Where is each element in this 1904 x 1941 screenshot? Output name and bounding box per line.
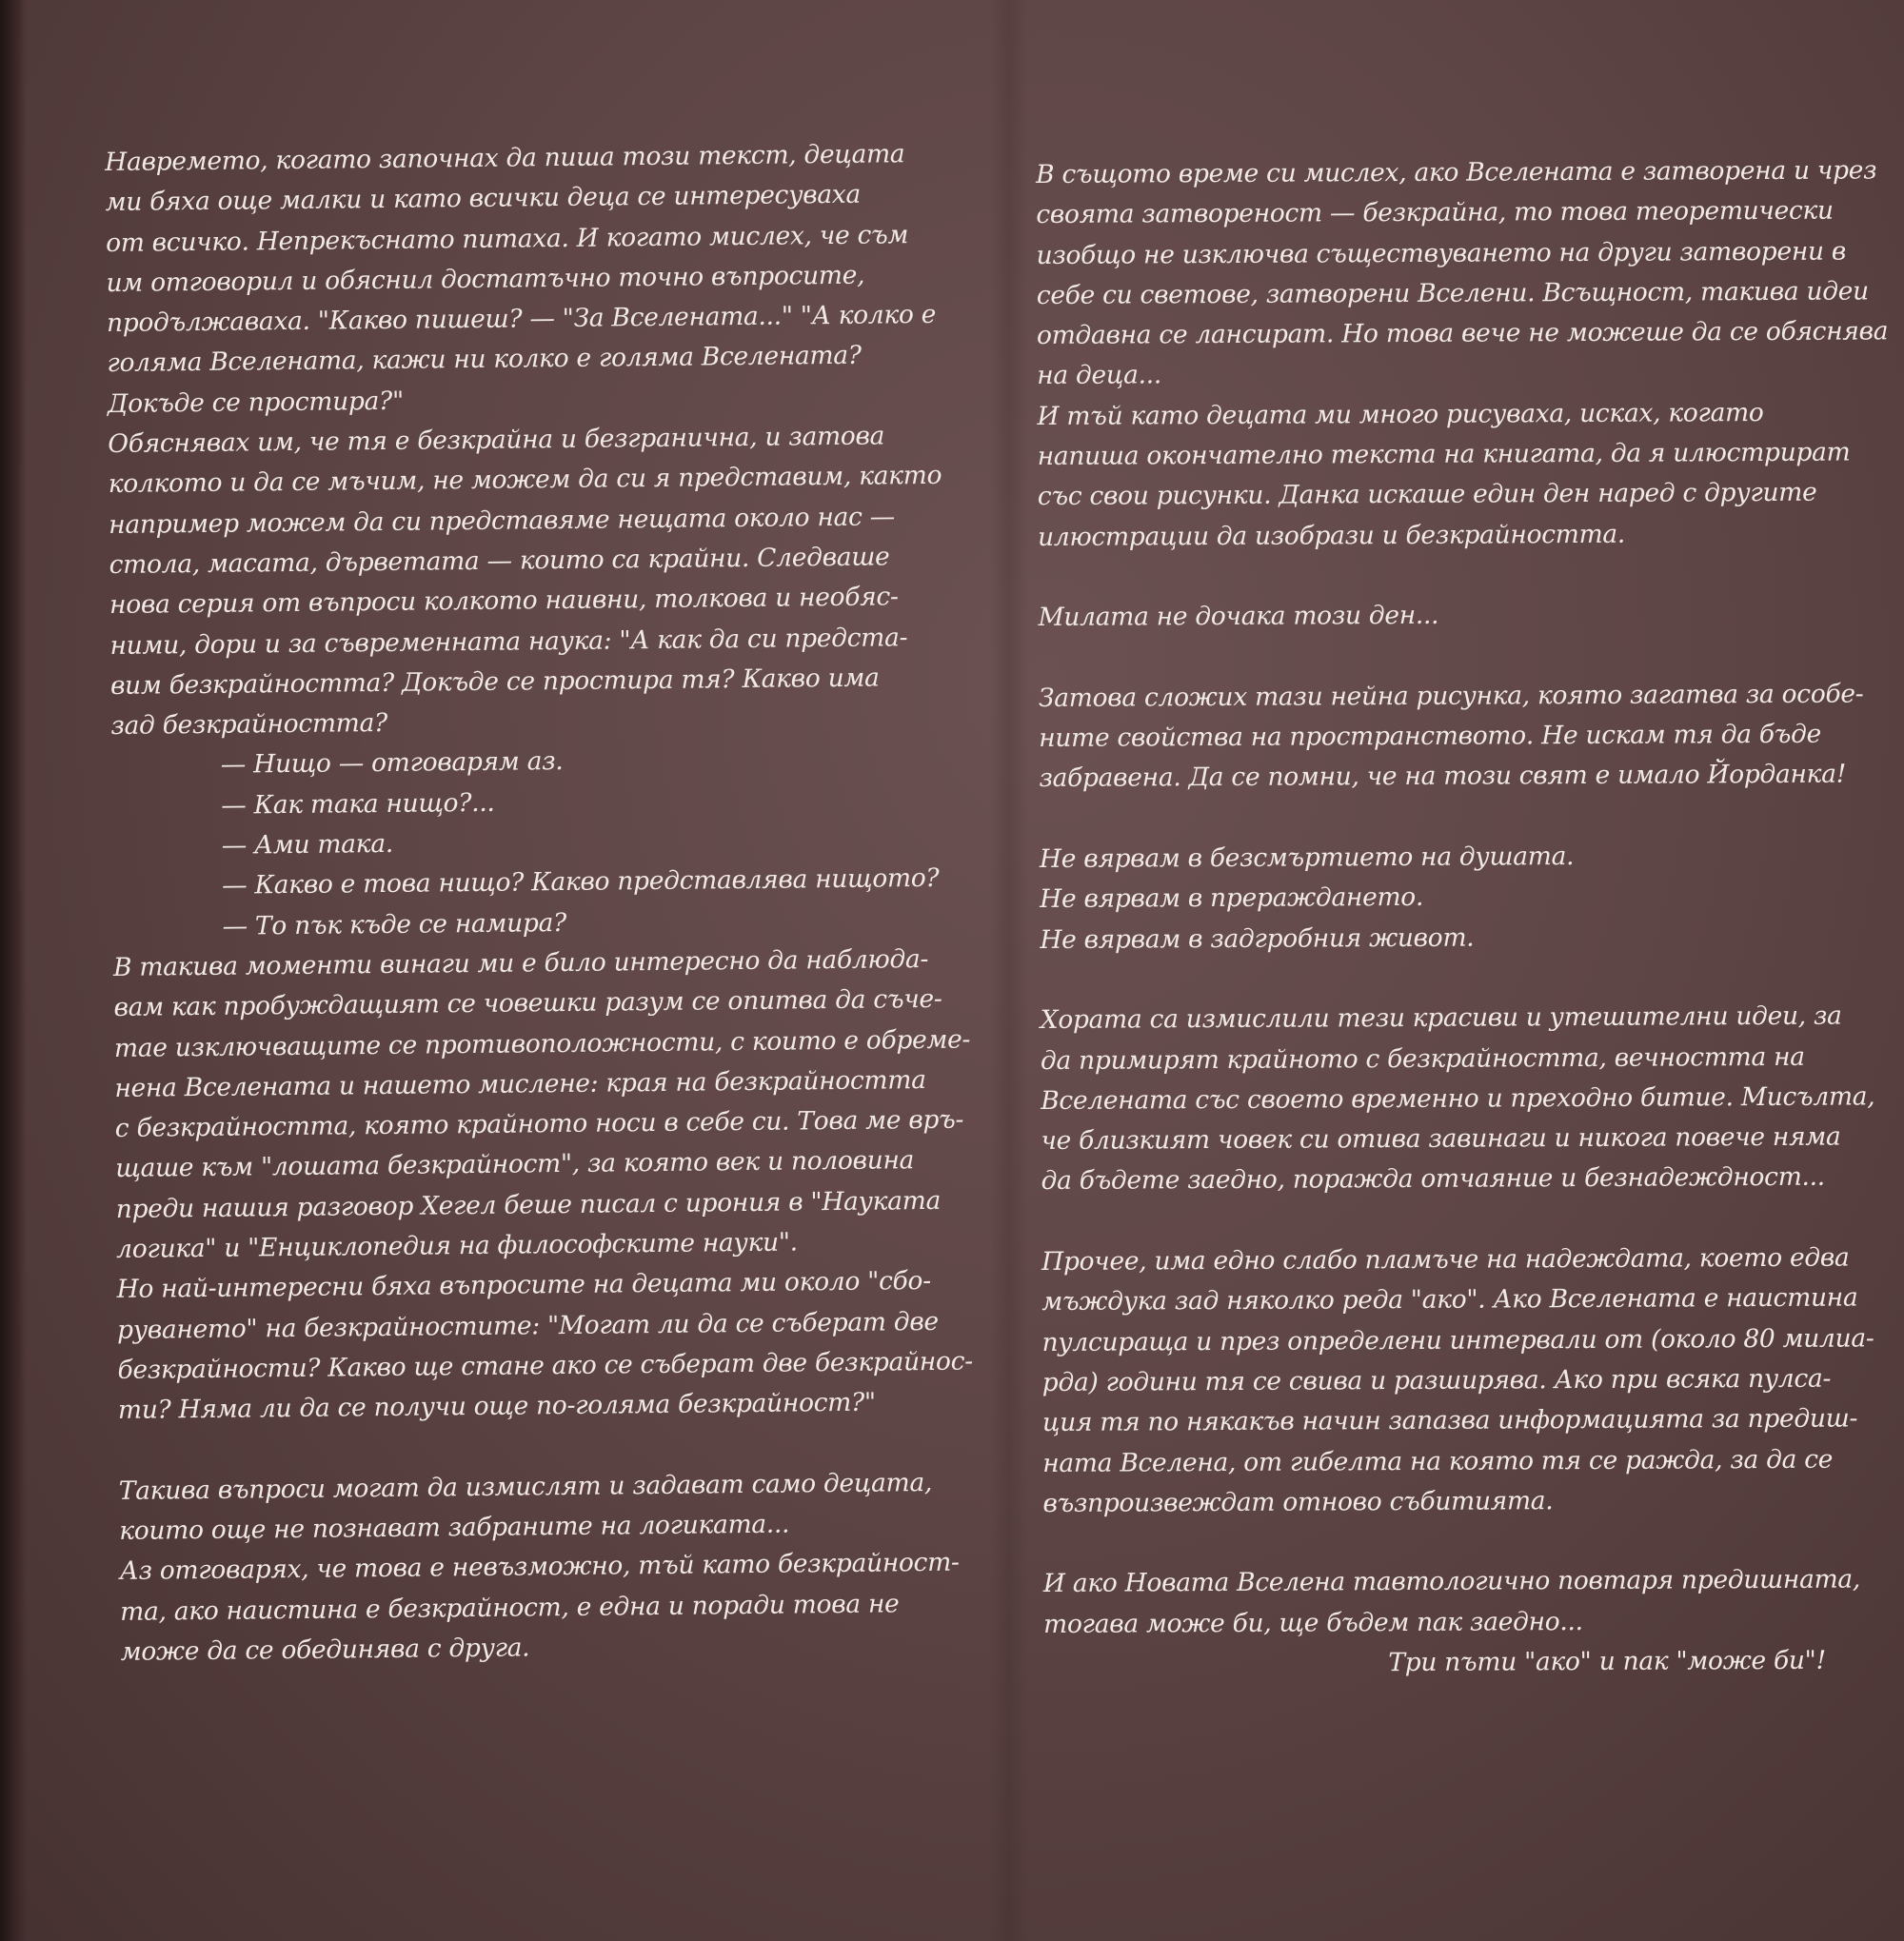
text-line: ти? Няма ли да се получи още по-голяма безкрайност?" [117,1387,876,1426]
text-line: Такива въпроси могат да измислят и задават само децата, [118,1467,933,1506]
text-line: нова серия от въпроси колкото наивни, толкова и необяс- [109,582,899,621]
blank-line [1039,634,1867,679]
text-line: ните свойства на пространството. Не искам тя да бъде [1039,719,1822,754]
dialogue-line: — Ами така. [221,828,394,861]
text-line: напиша окончателно текста на книгата, да я илюстрират [1037,437,1851,472]
right-text-column [1036,150,1889,1685]
text-line: колкото и да се мъчим, не можем да си я представим, както [108,461,942,500]
dialogue-line: — Какво е това нищо? Какво представлява нищото? [222,863,940,901]
text-line: тае изключващите се противоположности, с които е обреме- [113,1024,971,1063]
text-line: вам как пробуждащият се човешки разум се опитва да съчe- [113,984,942,1023]
text-line: Аз отговарях, че това е невъзможно, тъй като безкрайност- [119,1548,960,1587]
text-line: че близкият човек си отива завинаги и никога повече няма [1041,1121,1841,1157]
text-line: И тъй като децата ми много рисуваха, исках, когато [1037,397,1764,431]
text-line: със свои рисунки. Данка искаше един ден наред с другите [1037,478,1817,512]
text-line: забравена. Да се помни, че на този свят е имало Йорданка! [1039,760,1847,794]
text-line: да бъдете заедно, поражда отчаяние и безнадеждност... [1041,1162,1825,1197]
text-line: им отговорил и обяснил достатъчно точно въпросите, [106,260,865,298]
blank-line [1043,1520,1872,1565]
text-line: възпроизвеждат отново събитията. [1042,1485,1554,1518]
text-line: стола, масата, дърветата — които са крайни. Следваше [109,542,890,580]
text-line: продължаваха. "Какво пишеш? — "За Вселената..." "А колко е [106,300,937,339]
text-line: ми бяха още малки и като всички деца се интересуваха [105,179,862,218]
left-text-column [105,134,982,1674]
text-line: Обяснявах им, че тя е безкрайна и безгранична, и затова [108,421,885,460]
text-line: логика" и "Енциклопедия на философските науки". [116,1227,798,1264]
text-line: зад безкрайността? [110,708,388,742]
closing-line: Три пъти "ако" и пак "може би"! [1388,1645,1826,1678]
page-fold [990,0,1028,1941]
text-line: които още не познават забраните на логиката... [119,1509,790,1547]
text-line: може да се обединява с друга. [120,1633,530,1667]
text-line: пулсираща и през определени интервали от (около 80 милиа- [1041,1323,1874,1357]
text-line: себе си светове, затворени Вселени. Всъщност, такива идеи [1036,276,1869,310]
text-line: ната Вселена, от гибелта на която тя се ражда, за да се [1042,1444,1834,1478]
blank-line [1038,553,1866,598]
text-line: например можем да си представяме нещата около нас — [109,502,896,540]
text-line: безкрайности? Какво ще стане ако се съберат две безкрайнос- [117,1346,973,1385]
blank-line [1040,795,1868,840]
text-line: щаше към "лошата безкрайност", за която век и половина [115,1145,915,1184]
text-line: илюстрации да изобрази и безкрайността. [1038,519,1626,552]
text-line: отдавна се лансират. Но това вече не можеше да се обяснява [1036,316,1889,351]
text-line: В същото време си мислех, ако Вселената е затворена и чрез [1036,155,1877,189]
blank-line [1041,1198,1870,1242]
text-line: та, ако наистина е безкрайност, е една и поради това не [119,1589,900,1627]
text-line: Докъде се простира?" [107,386,405,419]
text-line: вим безкрайността? Докъде се простира тя? Какво има [109,663,880,701]
book-spine-shadow [0,0,27,1941]
text-line: изобщо не изключва съществуването на други затворени в [1036,236,1847,270]
text-line: Не вярвам в задгробния живот. [1040,922,1475,955]
text-line: ция тя по някакъв начин запазва информацията за предиш- [1041,1403,1858,1438]
blank-line [1040,956,1868,1000]
text-line: нена Вселената и нашето мислене: края на безкрайността [114,1064,926,1103]
text-line: И ако Новата Вселена тавтологично повтаря предишната, [1042,1564,1861,1599]
text-line: преди нашия разговор Хегел беше писал с ирония в "Науката [115,1185,942,1224]
dialogue-line: — То пък къде се намира? [222,907,567,941]
text-line: Прочее, има едно слабо пламъче на надеждата, което едва [1041,1242,1850,1277]
text-line: голяма Вселената, кажи ни колко е голяма Вселената? [107,341,862,379]
text-line: своята затвореност — безкрайна, то това теоретически [1036,195,1834,230]
text-line: от всичко. Непрекъснато питаха. И когато мислех, че съм [105,219,909,258]
dialogue-line: — Как така нищо?... [221,787,495,821]
text-line: Навремето, когато започнах да пиша този текст, децата [105,139,905,177]
text-line: с безкрайността, която крайното носи в себе си. Това ме връ- [114,1104,964,1144]
text-line: Затова сложих тази нейна рисунка, която загатва за особе- [1038,679,1864,713]
text-line: Не вярвам в безсмъртието на душата. [1039,842,1575,875]
text-line: Хората са измислили тези красиви и утешителни идеи, за [1040,1000,1842,1036]
text-line: руването" на безкрайностите: "Могат ли да се съберат две [116,1306,939,1345]
text-line: тогава може би, ще бъдем пак заедно... [1042,1606,1583,1639]
text-line: Но най-интересни бяха въпросите на децата ми около "сбо- [116,1266,931,1305]
text-line: на деца... [1037,360,1162,391]
text-line: рда) години тя се свива и разширява. Ако при всяка пулса- [1041,1363,1832,1397]
text-line: В такива моменти винаги ми е било интересно да наблюда- [112,943,929,982]
text-line: мъждука зад няколко реда "ако". Ако Вселената е наистина [1041,1282,1858,1317]
text-line: Милата не дочака този ден... [1038,601,1439,633]
text-line: Вселената със своето временно и преходно битие. Мисълта, [1041,1081,1875,1116]
text-line: Не вярвам в прераждането. [1040,882,1424,915]
dialogue-line: — Нищо — отговарям аз. [220,746,564,781]
text-line: ними, дори и за съвременната наука: "А как да си предста- [109,622,908,661]
text-line: да примирят крайното с безкрайността, вечността на [1040,1041,1805,1076]
